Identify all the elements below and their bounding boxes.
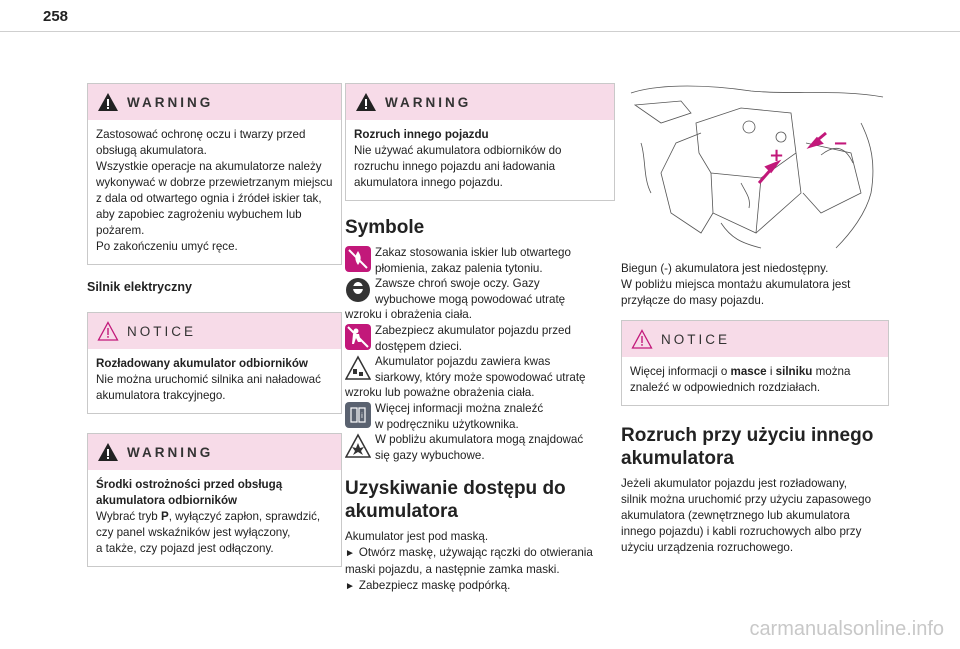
warning-body	[346, 120, 614, 200]
text-line: akumulatora trakcyjnego.	[96, 389, 226, 402]
jump-heading-line2: akumulatora	[621, 448, 734, 469]
section-subheading: Silnik elektryczny	[87, 280, 192, 294]
access-heading-line2: akumulatora	[345, 501, 458, 522]
access-heading-line1: Uzyskiwanie dostępu do	[345, 478, 566, 499]
warning-bold: Rozruch innego pojazdu	[354, 128, 489, 141]
text-line: akumulatora innego pojazdu.	[354, 176, 503, 189]
text-line: Nie używać akumulatora odbiorników do	[354, 144, 562, 157]
notice-header	[88, 313, 341, 349]
warning-bold: Środki ostrożności przed obsługą	[96, 478, 283, 491]
warning-body	[88, 120, 341, 264]
corrosive-icon	[345, 355, 371, 381]
no-fire-icon	[345, 246, 371, 272]
jump-line: użyciu urządzenia rozruchowego.	[621, 541, 794, 554]
warning-icon	[97, 442, 119, 462]
plus-label: +	[769, 145, 785, 166]
text-line: Zastosować ochronę oczu i twarzy przed	[96, 128, 306, 141]
step-cont: maski pojazdu, a następnie zamka maski.	[345, 563, 560, 576]
jump-heading-line1: Rozruch przy użyciu innego	[621, 425, 874, 446]
text-line: pożarem.	[96, 224, 145, 237]
page-number: 258	[43, 8, 69, 25]
text-line: Nie można uruchomić silnika ani naładować	[96, 373, 321, 386]
warning-header	[346, 84, 614, 120]
warning-header	[88, 84, 341, 120]
access-text: Akumulator jest pod maską.	[345, 530, 489, 543]
explosive-icon	[345, 433, 371, 459]
jump-line: silnik można uruchomić przy użyciu zapasowego	[621, 493, 872, 506]
column-3	[621, 83, 889, 556]
jump-line: innego pojazdu) i kabli rozruchowych albo przy	[621, 525, 862, 538]
watermark: carmanualsonline.info	[749, 618, 944, 640]
column-2	[345, 83, 615, 595]
minus-label: −	[833, 133, 849, 154]
warning-box-3	[345, 83, 615, 201]
jump-line: akumulatora (zewnętrznego lub akumulatora	[621, 509, 850, 522]
notice-box-2	[621, 320, 889, 406]
text-line: wykonywać w dobrze przewietrzanym miejscu	[96, 176, 333, 189]
notice-body	[88, 349, 341, 413]
column-1	[87, 83, 342, 567]
text-line: obsługą akumulatora.	[96, 144, 207, 157]
step-item: ► Otwórz maskę, używając rączki do otwierania	[345, 546, 593, 559]
text-line: znaleźć w odpowiednich rozdziałach.	[630, 381, 821, 394]
battery-illustration	[621, 83, 889, 253]
text-line: czy panel wskaźników jest wyłączony,	[96, 526, 291, 539]
warning-title: WARNING	[127, 444, 214, 460]
caption-line: W pobliżu miejsca montażu akumulatora jest	[621, 278, 851, 291]
text-line: Po zakończeniu umyć ręce.	[96, 240, 238, 253]
warning-title: WARNING	[385, 94, 472, 110]
symbol-row: i Więcej informacji można znaleźć w podręczniku użytkownika.	[345, 401, 615, 432]
notice-body	[622, 357, 888, 405]
caption-line: Biegun (-) akumulatora jest niedostępny.	[621, 262, 829, 275]
notice-bold: Rozładowany akumulator odbiorników	[96, 357, 308, 370]
top-divider	[0, 31, 960, 32]
symbols-heading: Symbole	[345, 217, 425, 238]
notice-icon	[631, 329, 653, 349]
symbol-row: Zakaz stosowania iskier lub otwartego płomienia, zakaz palenia tytoniu.	[345, 245, 615, 276]
warning-title: WARNING	[127, 94, 214, 110]
warning-header	[88, 434, 341, 470]
notice-title: NOTICE	[127, 323, 197, 339]
step-item: ► Zabezpiecz maskę podpórką.	[345, 579, 511, 592]
no-children-icon	[345, 324, 371, 350]
notice-icon	[97, 321, 119, 341]
symbol-tail: wzroku i obrażenia ciała.	[345, 308, 472, 321]
warning-icon	[97, 92, 119, 112]
text-line: aby zapobiec zagrożeniu wybuchem lub	[96, 208, 302, 221]
symbol-row: Akumulator pojazdu zawiera kwas siarkowy, który może spowodować utratę	[345, 354, 615, 385]
eye-protection-icon	[345, 277, 371, 303]
warning-box-1	[87, 83, 342, 265]
text-line: Więcej informacji o masce i silniku można	[630, 365, 851, 378]
notice-header	[622, 321, 888, 357]
symbol-row: W pobliżu akumulatora mogą znajdować się gazy wybuchowe.	[345, 432, 615, 463]
text-line: a także, czy pojazd jest odłączony.	[96, 542, 274, 555]
warning-bold: akumulatora odbiorników	[96, 494, 238, 507]
symbol-tail: wzroku lub poważne obrażenia ciała.	[345, 386, 535, 399]
warning-body	[88, 470, 341, 566]
symbol-row: Zabezpiecz akumulator pojazdu przed dostępem dzieci.	[345, 323, 615, 354]
text-line: z dala od otwartego ognia i źródeł iskier tak,	[96, 192, 322, 205]
text-line: Wybrać tryb P, wyłączyć zapłon, sprawdzić,	[96, 510, 321, 523]
symbol-row: Zawsze chroń swoje oczy. Gazy wybuchowe mogą powodować utratę	[345, 276, 615, 307]
text-line: Wszystkie operacje na akumulatorze należy	[96, 160, 322, 173]
notice-title: NOTICE	[661, 331, 731, 347]
warning-box-2	[87, 433, 342, 567]
caption-line: przyłącze do masy pojazdu.	[621, 294, 765, 307]
jump-line: Jeżeli akumulator pojazdu jest rozładowany,	[621, 477, 847, 490]
notice-box-1	[87, 312, 342, 414]
svg-text:i: i	[361, 412, 363, 420]
manual-icon	[345, 402, 371, 428]
warning-icon	[355, 92, 377, 112]
text-line: rozruchu innego pojazdu ani ładowania	[354, 160, 556, 173]
